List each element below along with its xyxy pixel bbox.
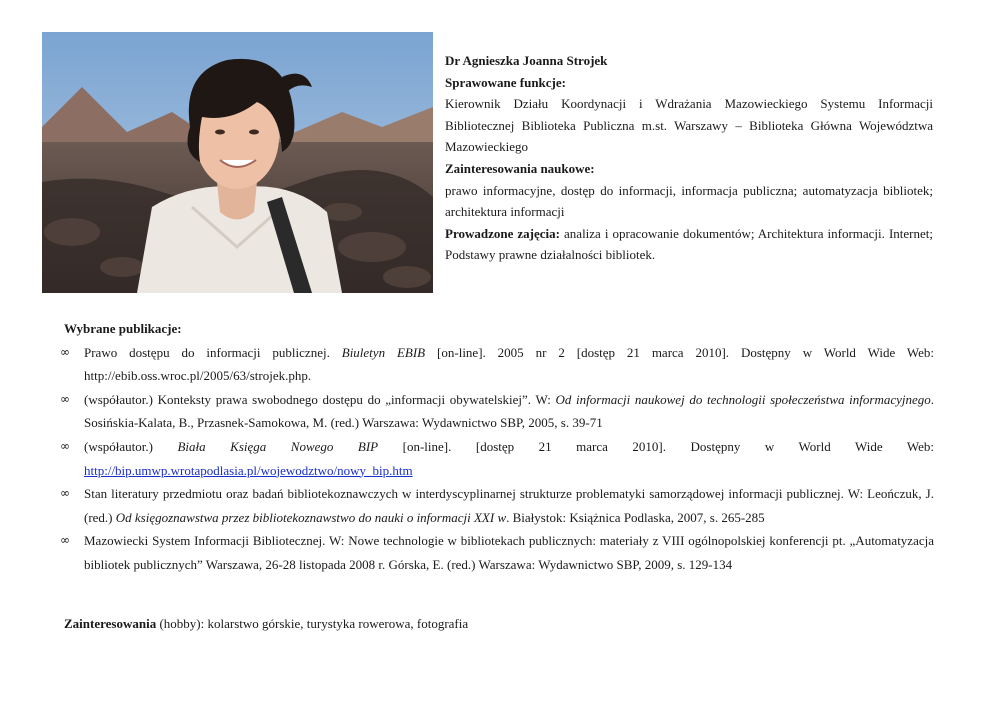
bio-block (445, 50, 933, 266)
portrait-photo (42, 32, 433, 293)
publication-text: (współautor.) (84, 438, 178, 454)
publication-text: Stan literatury przedmiotu oraz badań bibliotekoznawczych w interdyscyplinarnej strukturze problematyki samorządowej informacji publicznej. W: Leończuk, J. (red.) (84, 486, 934, 525)
publication-item-3 (62, 435, 934, 482)
publication-text: Prawo dostępu do informacji publicznej. (84, 344, 342, 360)
publication-item-4 (62, 482, 934, 529)
publication-text-tail: . Sosińskia-Kalata, B., Przasnek-Samokowa, M. (red.) Warszawa: Wydawnictwo SBP, 2005, s. 39-71 (84, 391, 935, 431)
functions-text: Kierownik Działu Koordynacji i Wdrażania Mazowieckiego Systemu Informacji Bibliotecznej Biblioteka Publiczna m.st. Warszawy – Biblioteka Główna Województwa Mazowieckiego (445, 96, 933, 155)
hobby-label: Zainteresowania (64, 616, 157, 631)
hobby-line (64, 614, 934, 634)
classes-line (445, 223, 933, 266)
publication-source: Biała Księga Nowego BIP (177, 438, 379, 454)
publication-line (84, 435, 934, 459)
publication-item-5 (62, 529, 934, 576)
publication-text: (współautor.) Konteksty prawa swobodnego dostępu do „informacji obywatelskiej”. W: (84, 391, 556, 407)
portrait-photo-icon (42, 32, 433, 293)
publication-source: Od księgoznawstwa przez bibliotekoznawstwo do nauki o informacji XXI w (115, 509, 507, 525)
functions-label: Sprawowane funkcje: (445, 74, 566, 90)
publication-source: Biuletyn EBIB (341, 344, 426, 360)
publication-text-tail: [on-line]. [dostęp 21 marca 2010]. Dostępny w World Wide Web: (378, 438, 934, 454)
infinity-bullet-icon: ∞ (60, 533, 70, 548)
publication-text-tail: [on-line]. 2005 nr 2 [dostęp 21 marca 2010]. Dostępny w World Wide Web: http://ebib.oss.wroc.pl/2005/63/strojek.php. (84, 344, 935, 384)
infinity-bullet-icon: ∞ (60, 344, 70, 359)
publication-item-1 (62, 341, 934, 388)
publication-text-tail: . Białystok: Książnica Podlaska, 2007, s. 265-285 (506, 509, 765, 525)
publications-title: Wybrane publikacje: (64, 321, 182, 336)
publication-item-2 (62, 388, 934, 435)
publications-section (60, 317, 935, 577)
interests-label: Zainteresowania naukowe: (445, 160, 595, 176)
infinity-bullet-icon: ∞ (60, 438, 70, 453)
hobby-text: (hobby): kolarstwo górskie, turystyka rowerowa, fotografia (156, 616, 469, 631)
interests-text: prawo informacyjne, dostęp do informacji, informacja publiczna; automatyzacja bibliotek; architektura informacji (445, 182, 933, 220)
classes-text: analiza i opracowanie dokumentów; Architektura informacji. Internet; Podstawy prawne działalności bibliotek. (445, 225, 933, 263)
person-name: Dr Agnieszka Joanna Strojek (445, 53, 608, 68)
publication-text: Mazowiecki System Informacji Bibliotecznej. W: Nowe technologie w bibliotekach publicznych: materiały z VIII ogólnopolskiej konferencji pt. „Automatyzacja bibliotek publicznych” Warszawa, 26-28 listopada 2008 r. Górska, E. (red.) Warszawa: Wydawnictwo SBP, 2009, s. 129-134 (84, 533, 934, 572)
publication-source: Od informacji naukowej do technologii społeczeństwa informacyjnego (555, 391, 931, 407)
publications-list (60, 341, 935, 577)
infinity-bullet-icon: ∞ (60, 486, 70, 501)
publication-link[interactable]: http://bip.umwp.wrotapodlasia.pl/wojewodztwo/nowy_bip.htm (84, 462, 413, 478)
infinity-bullet-icon: ∞ (60, 391, 70, 406)
classes-label: Prowadzone zajęcia: (445, 225, 560, 241)
